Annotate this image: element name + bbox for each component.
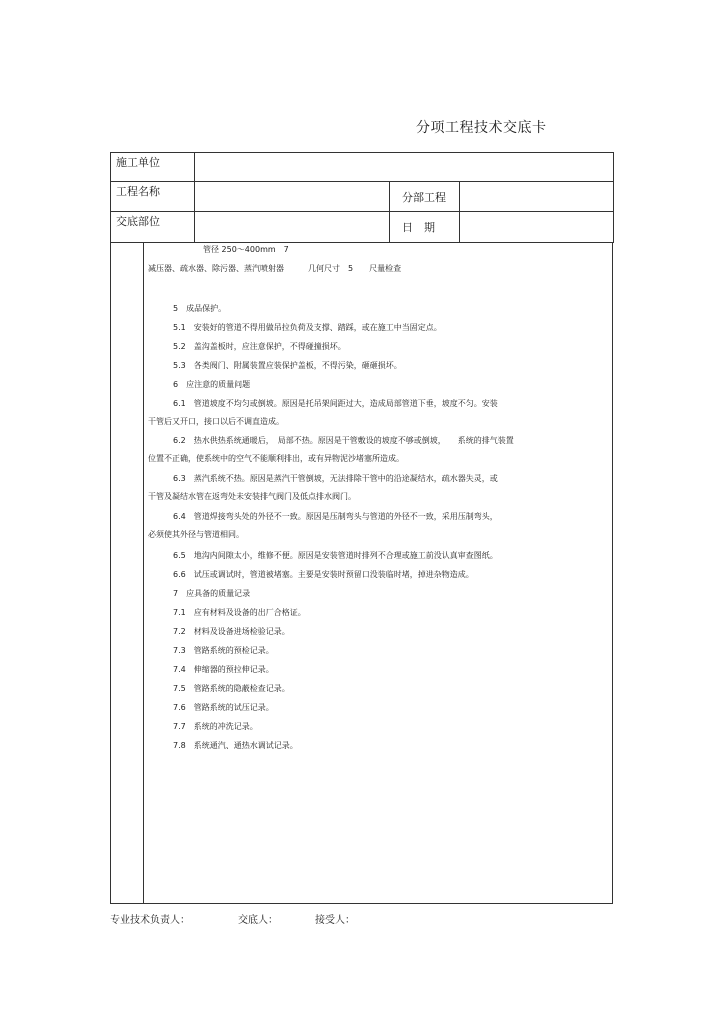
content-line: 6.3 蒸汽系统不热。原因是蒸汽干管倒坡，无法排除干管中的沿途凝结水，疏水器失灵，或 <box>173 474 498 483</box>
content-line: 6.1 管道坡度不均匀或倒坡。原因是托吊架间距过大，造成局部管道下垂，坡度不匀。安装 <box>173 399 498 408</box>
footer-presenter: 交底人： <box>238 915 278 926</box>
content-line: 5.1 安装好的管道不得用做吊拉负荷及支撑、踏踩，或在施工中当固定点。 <box>173 323 442 332</box>
project-name-label: 工程名称 <box>111 182 195 212</box>
project-name-value <box>195 182 390 212</box>
unit-label: 施工单位 <box>111 153 195 182</box>
content-line: 干管后又开口，接口以后不调直造成。 <box>148 417 284 426</box>
content-line: 7.8 系统通汽、通热水调试记录。 <box>173 741 298 750</box>
content-line: 6.6 试压或调试时，管道被堵塞。主要是安装时预留口没装临时堵，掉进杂物造成。 <box>173 570 474 579</box>
content-line: 7 应具备的质量记录 <box>173 589 251 598</box>
date-label: 日 期 <box>390 212 460 243</box>
content-line: 减压器、疏水器、除污器、蒸汽喷射器 几何尺寸 5 尺量检查 <box>148 264 402 273</box>
dept-label: 交底部位 <box>111 212 195 243</box>
content-line: 干管及凝结水管在返弯处未安装排气阀门及低点排水阀门。 <box>148 492 356 501</box>
content-line: 6.2 热水供热系统通暖后， 局部不热。原因是干管敷设的坡度不够或倒坡， 系统的排气装置 <box>173 436 514 445</box>
header-table <box>110 152 614 243</box>
footer-receiver: 接受人： <box>315 915 355 926</box>
unit-value <box>195 153 614 182</box>
content-line: 7.3 管路系统的预检记录。 <box>173 646 274 655</box>
content-line: 管径 250～400mm 7 <box>203 245 289 254</box>
content-line: 7.7 系统的冲洗记录。 <box>173 722 258 731</box>
sub-project-value <box>460 182 614 212</box>
date-value <box>460 212 614 243</box>
content-line: 6.5 地沟内间隙太小，维修不便。原因是安装管道时排列不合理或施工前没认真审查图纸。 <box>173 551 498 560</box>
content-line: 7.6 管路系统的试压记录。 <box>173 703 274 712</box>
content-line: 5.2 盖沟盖板时，应注意保护，不得碰撞损坏。 <box>173 342 346 351</box>
content-line: 6 应注意的质量问题 <box>173 380 251 389</box>
content-line: 7.1 应有材料及设备的出厂合格证。 <box>173 608 306 617</box>
document-title: 分项工程技术交底卡 <box>416 120 547 136</box>
content-divider <box>143 242 144 904</box>
sub-project-label: 分部工程 <box>390 182 460 212</box>
content-line: 位置不正确，使系统中的空气不能顺利排出，或有异物泥沙堵塞所造成。 <box>148 454 404 463</box>
content-line: 7.4 伸缩器的预拉伸记录。 <box>173 665 274 674</box>
content-line: 必须使其外径与管道相同。 <box>148 530 244 539</box>
content-line: 7.2 材料及设备进场检验记录。 <box>173 627 290 636</box>
content-line: 5.3 各类阀门、附属装置应装保护盖板，不得污染，砸砸损坏。 <box>173 361 402 370</box>
footer-tech-lead: 专业技术负责人： <box>110 915 190 926</box>
content-line: 6.4 管道焊接弯头处的外径不一致。原因是压制弯头与管道的外径不一致，采用压制弯头， <box>173 512 498 521</box>
content-line: 7.5 管路系统的隐蔽检查记录。 <box>173 684 290 693</box>
dept-value <box>195 212 390 243</box>
content-line: 5 成品保护。 <box>173 304 227 313</box>
